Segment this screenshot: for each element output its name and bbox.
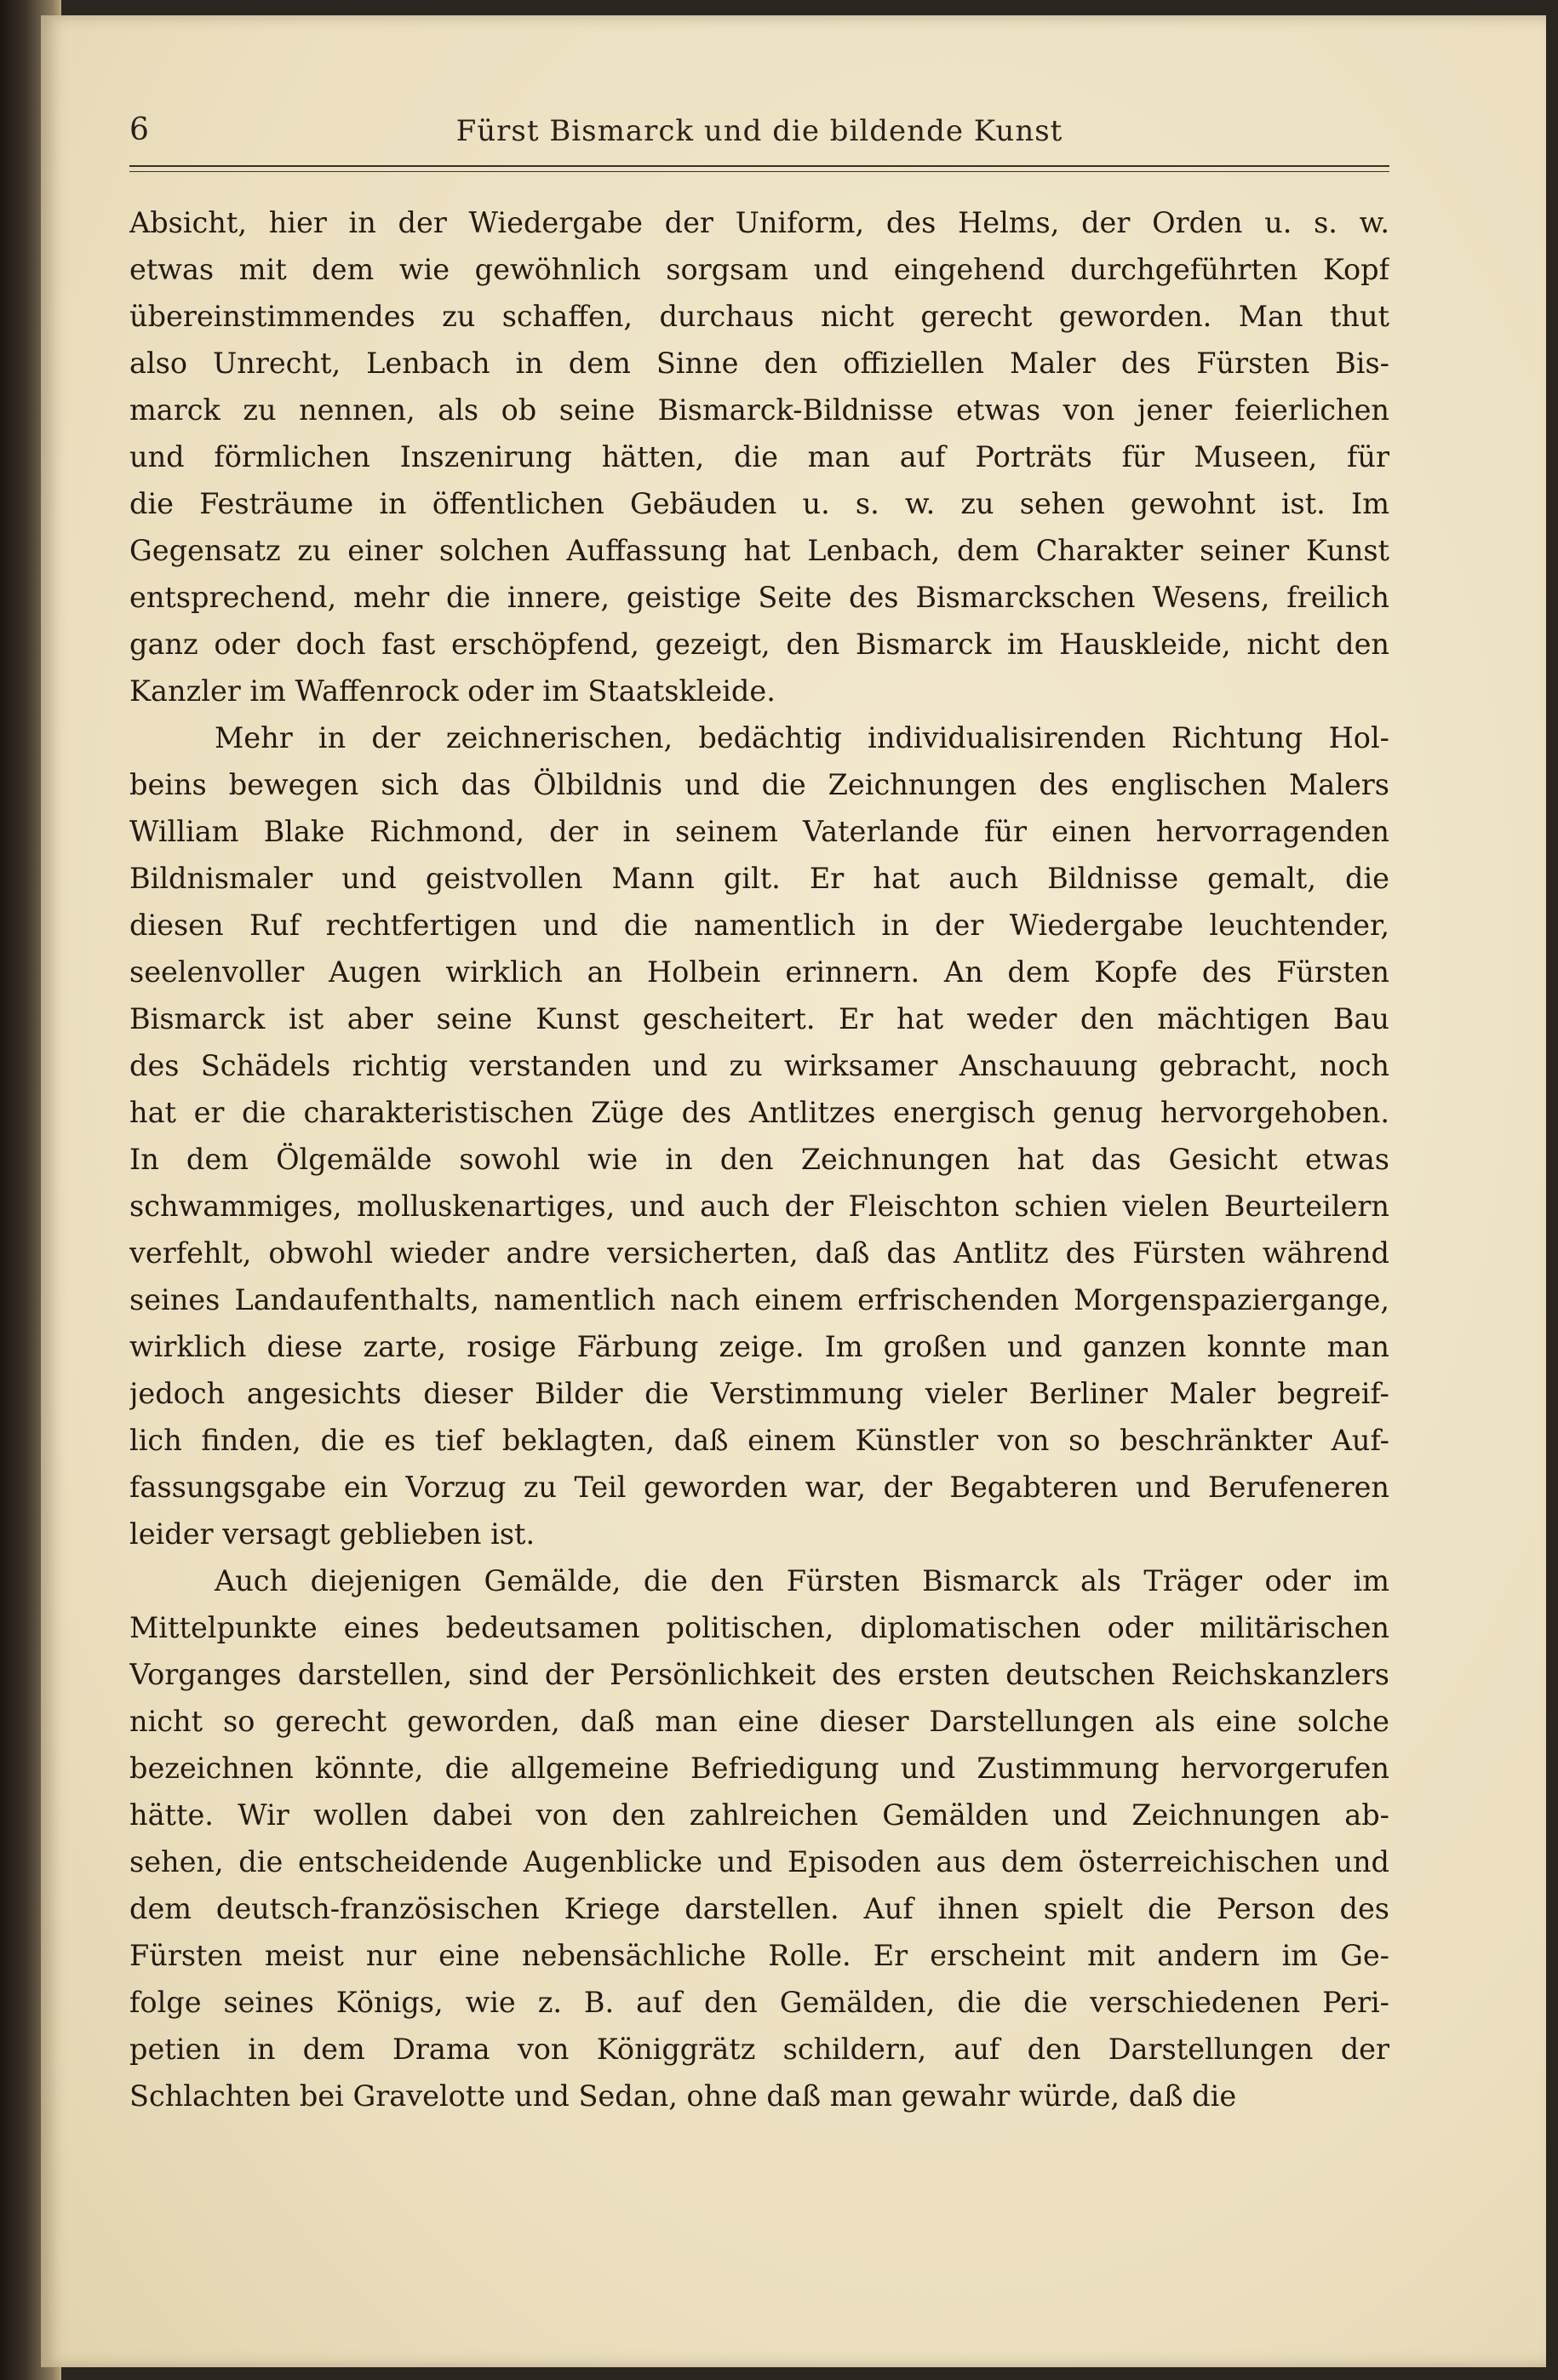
text-line: lich finden, die es tief beklagten, daß einem Künstler von so beschränkter Auf- [129,1424,1389,1457]
text-line: die Festräume in öffentlichen Gebäuden u. s. w. zu sehen gewohnt ist. Im [129,487,1389,520]
text-line: Absicht, hier in der Wiedergabe der Uniform, des Helms, der Orden u. s. w. [129,206,1389,239]
text-line: Gegensatz zu einer solchen Auffassung hat Lenbach, dem Charakter seiner Kunst [129,534,1389,567]
text-line: Mittelpunkte eines bedeutsamen politischen, diplomatischen oder militärischen [129,1611,1389,1644]
text-line: bezeichnen könnte, die allgemeine Befriedigung und Zustimmung hervorgerufen [129,1752,1389,1785]
text-line: entsprechend, mehr die innere, geistige Seite des Bismarckschen Wesens, freilich [129,581,1389,614]
text-line: Auch diejenigen Gemälde, die den Fürsten Bismarck als Träger oder im [215,1564,1389,1597]
text-line: etwas mit dem wie gewöhnlich sorgsam und eingehend durchgeführten Kopf [129,253,1389,286]
text-line: und förmlichen Inszenirung hätten, die man auf Porträts für Museen, für [129,440,1389,473]
text-line: jedoch angesichts dieser Bilder die Verstimmung vieler Berliner Maler begreif- [129,1377,1389,1410]
text-line: schwammiges, molluskenartiges, und auch der Fleischton schien vielen Beurteilern [129,1190,1389,1223]
text-line: Bismarck ist aber seine Kunst gescheitert. Er hat weder den mächtigen Bau [129,1002,1389,1035]
text-line: Kanzler im Waffenrock oder im Staatskleide. [129,674,776,708]
text-line: Schlachten bei Gravelotte und Sedan, ohne daß man gewahr würde, daß die [129,2079,1237,2113]
text-line: Bildnismaler und geistvollen Mann gilt. Er hat auch Bildnisse gemalt, die [129,862,1389,895]
text-line: also Unrecht, Lenbach in dem Sinne den offiziellen Maler des Fürsten Bis- [129,347,1389,380]
text-line: seines Landaufenthalts, namentlich nach einem erfrischenden Morgenspaziergange, [129,1283,1389,1316]
text-line: nicht so gerecht geworden, daß man eine dieser Darstellungen als eine solche [129,1705,1389,1738]
text-line: verfehlt, obwohl wieder andre versicherten, daß das Antlitz des Fürsten während [129,1236,1389,1270]
header-rule [129,165,1389,172]
text-line: Vorganges darstellen, sind der Persönlichkeit des ersten deutschen Reichskanzlers [129,1658,1389,1691]
text-line: William Blake Richmond, der in seinem Vaterlande für einen hervorragenden [129,815,1389,848]
text-line: hätte. Wir wollen dabei von den zahlreichen Gemälden und Zeichnungen ab- [129,1798,1389,1832]
text-line: sehen, die entscheidende Augenblicke und Episoden aus dem österreichischen und [129,1845,1389,1878]
text-line: ganz oder doch fast erschöpfend, gezeigt, den Bismarck im Hauskleide, nicht den [129,628,1389,661]
text-line: marck zu nennen, als ob seine Bismarck-Bildnisse etwas von jener feierlichen [129,393,1389,427]
running-head [129,112,1389,157]
text-line: hat er die charakteristischen Züge des Antlitzes energisch genug hervorgehoben. [129,1096,1389,1129]
text-line: folge seines Königs, wie z. B. auf den Gemälden, die die verschiedenen Peri- [129,1986,1389,2019]
text-line: wirklich diese zarte, rosige Färbung zeige. Im großen und ganzen konnte man [129,1330,1389,1363]
text-line: übereinstimmendes zu schaffen, durchaus nicht gerecht geworden. Man thut [129,300,1389,333]
page-number: 6 [129,112,149,147]
text-line: petien in dem Drama von Königgrätz schildern, auf den Darstellungen der [129,2033,1389,2066]
text-line: seelenvoller Augen wirklich an Holbein erinnern. An dem Kopfe des Fürsten [129,955,1389,989]
text-line: beins bewegen sich das Ölbildnis und die Zeichnungen des englischen Malers [129,768,1389,801]
running-title: Fürst Bismarck und die bildende Kunst [455,114,1063,148]
text-line: diesen Ruf rechtfertigen und die namentlich in der Wiedergabe leuchtender, [129,909,1389,942]
text-line: In dem Ölgemälde sowohl wie in den Zeichnungen hat das Gesicht etwas [129,1143,1389,1176]
text-line: des Schädels richtig verstanden und zu wirksamer Anschauung gebracht, noch [129,1049,1389,1082]
text-line: dem deutsch-französischen Kriege darstellen. Auf ihnen spielt die Person des [129,1892,1389,1925]
text-line: Fürsten meist nur eine nebensächliche Rolle. Er erscheint mit andern im Ge- [129,1939,1389,1972]
body-text [129,199,1389,2119]
text-line: leider versagt geblieben ist. [129,1517,536,1551]
text-line: Mehr in der zeichnerischen, bedächtig individualisirenden Richtung Hol- [215,721,1389,754]
text-line: fassungsgabe ein Vorzug zu Teil geworden war, der Begabteren und Berufeneren [129,1471,1389,1504]
